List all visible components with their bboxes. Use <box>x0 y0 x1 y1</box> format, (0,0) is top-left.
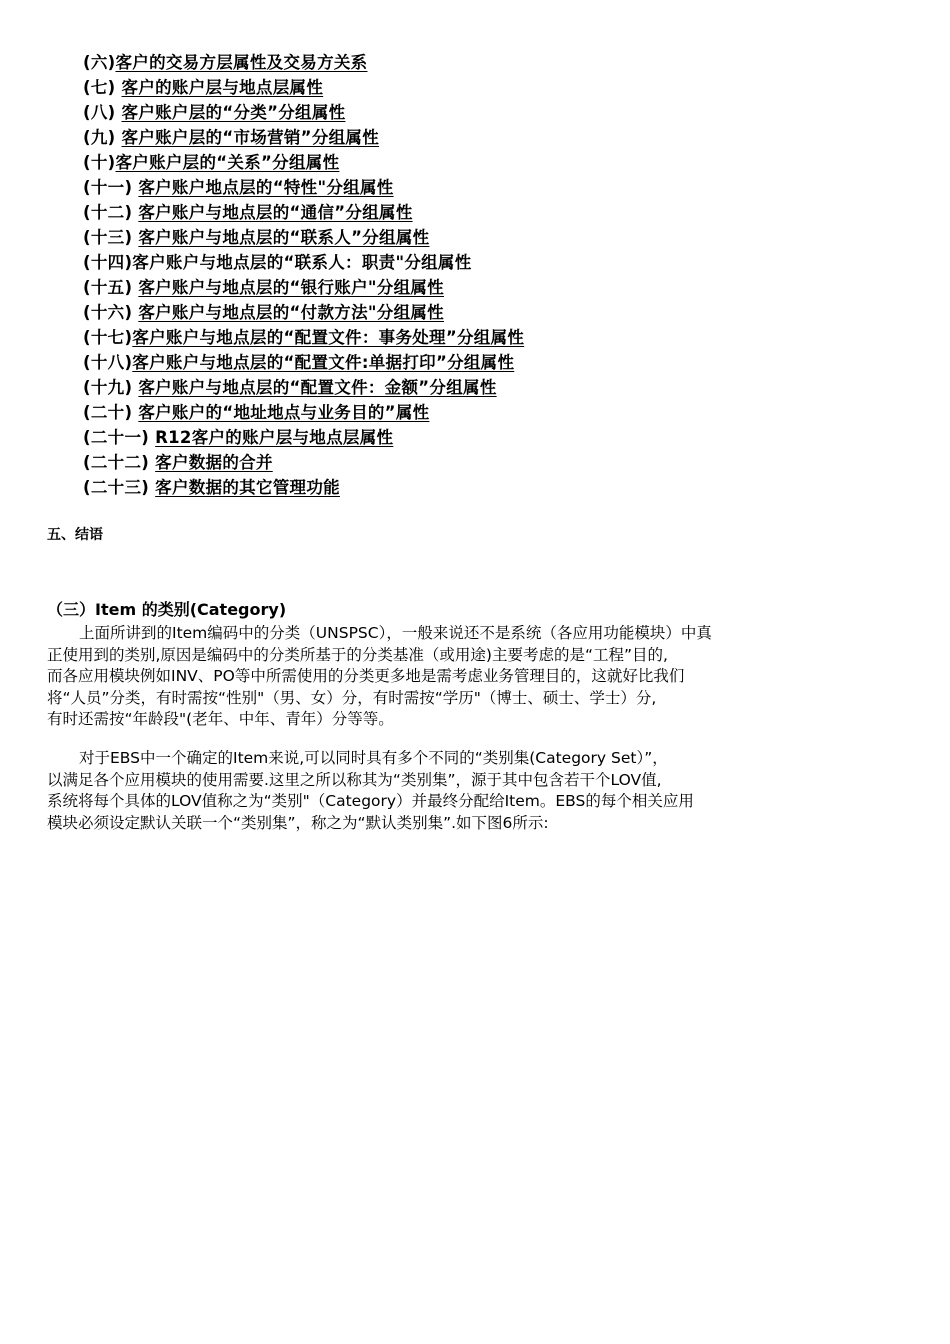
toc-item-title[interactable]: 客户账户与地点层的“配置文件:单据打印”分组属性 <box>132 353 515 372</box>
toc-item-title[interactable]: R12客户的账户层与地点层属性 <box>155 428 394 447</box>
paragraph-line: 正使用到的类别,原因是编码中的分类所基于的分类基准（或用途)主要考虑的是“工程”目的, <box>47 645 668 664</box>
section-heading: （三）Item 的类别(Category) <box>47 600 287 619</box>
toc-item-title[interactable]: 客户账户与地点层的“银行账户"分组属性 <box>138 278 444 297</box>
toc-item-number: (十九) <box>83 378 139 397</box>
toc-item[interactable] <box>83 425 903 450</box>
paragraph-line: 模块必须设定默认关联一个“类别集”，称之为“默认类别集”.如下图6所示: <box>47 813 549 832</box>
toc-item-number: (十一) <box>83 178 139 197</box>
paragraph-line: 有时还需按“年龄段"(老年、中年、青年）分等等。 <box>47 710 394 729</box>
toc-item-number: (十三) <box>83 228 139 247</box>
toc-item-number: (二十) <box>83 403 139 422</box>
toc-item-title: 客户账户与地点层的“联系人：职责"分组属性 <box>132 253 472 272</box>
toc-item[interactable] <box>83 150 903 175</box>
paragraph-line: 以满足各个应用模块的使用需要.这里之所以称其为“类别集”，源于其中包含若干个LOV值, <box>47 770 662 789</box>
toc-item-title[interactable]: 客户数据的合并 <box>155 453 273 472</box>
toc-item-title[interactable]: 客户账户与地点层的“联系人”分组属性 <box>138 228 430 247</box>
paragraph-line: 上面所讲到的Item编码中的分类（UNSPSC），一般来说还不是系统（各应用功能模块）中真 <box>79 624 712 642</box>
toc-item-number: (十) <box>83 153 116 172</box>
toc-item-number: (十五) <box>83 278 139 297</box>
toc-item-number: (二十二) <box>83 453 156 472</box>
toc-item-title[interactable]: 客户的账户层与地点层属性 <box>121 78 324 97</box>
toc-item[interactable] <box>83 450 903 475</box>
table-of-contents <box>83 50 903 500</box>
toc-item[interactable] <box>83 225 903 250</box>
paragraph-1 <box>47 623 907 731</box>
conclusion-heading: 五、结语 <box>47 527 103 543</box>
toc-item[interactable] <box>83 350 903 375</box>
toc-item-number: (十二) <box>83 203 139 222</box>
toc-item-number: (十七) <box>83 328 133 347</box>
toc-item-title[interactable]: 客户账户与地点层的“通信”分组属性 <box>138 203 413 222</box>
toc-item[interactable] <box>83 275 903 300</box>
toc-item-number: (六) <box>83 53 116 72</box>
toc-item[interactable] <box>83 300 903 325</box>
toc-item[interactable] <box>83 125 903 150</box>
toc-item-title[interactable]: 客户账户地点层的“特性"分组属性 <box>138 178 394 197</box>
toc-item-number: (九) <box>83 128 122 147</box>
toc-item[interactable] <box>83 200 903 225</box>
toc-item-title[interactable]: 客户账户与地点层的“配置文件：事务处理”分组属性 <box>132 328 525 347</box>
toc-item[interactable] <box>83 375 903 400</box>
toc-item-number: (八) <box>83 103 122 122</box>
toc-item[interactable] <box>83 400 903 425</box>
toc-item[interactable] <box>83 100 903 125</box>
toc-item-title[interactable]: 客户账户层的“关系”分组属性 <box>115 153 340 172</box>
toc-item-title[interactable]: 客户账户的“地址地点与业务目的”属性 <box>138 403 430 422</box>
toc-item[interactable] <box>83 325 903 350</box>
toc-item-title[interactable]: 客户账户与地点层的“付款方法"分组属性 <box>138 303 444 322</box>
toc-item[interactable] <box>83 475 903 500</box>
paragraph-line: 而各应用模块例如INV、PO等中所需使用的分类更多地是需考虑业务管理目的，这就好比我们 <box>47 667 685 686</box>
toc-item-title[interactable]: 客户的交易方层属性及交易方关系 <box>115 53 368 72</box>
toc-item <box>83 250 903 275</box>
toc-item-number: (十六) <box>83 303 139 322</box>
paragraph-line: 系统将每个具体的LOV值称之为“类别"（Category）并最终分配给Item。EBS的每个相关应用 <box>47 792 694 811</box>
toc-item-title[interactable]: 客户账户层的“市场营销”分组属性 <box>121 128 380 147</box>
toc-item[interactable] <box>83 75 903 100</box>
paragraph-line: 将“人员”分类，有时需按“性别"（男、女）分，有时需按“学历"（博士、硕士、学士）分, <box>47 688 657 707</box>
paragraph-line: 对于EBS中一个确定的Item来说,可以同时具有多个不同的“类别集(Category Set）”， <box>79 749 668 767</box>
paragraph-2 <box>47 748 907 834</box>
toc-item-title[interactable]: 客户账户与地点层的“配置文件：金额”分组属性 <box>138 378 497 397</box>
toc-item-number: (七) <box>83 78 122 97</box>
toc-item-number: (十八) <box>83 353 133 372</box>
toc-item-title[interactable]: 客户账户层的“分类”分组属性 <box>121 103 346 122</box>
toc-item-number: (二十三) <box>83 478 156 497</box>
toc-item-number: (十四) <box>83 253 133 272</box>
toc-item-number: (二十一) <box>83 428 156 447</box>
toc-item[interactable] <box>83 175 903 200</box>
toc-item-title[interactable]: 客户数据的其它管理功能 <box>155 478 340 497</box>
toc-item[interactable] <box>83 50 903 75</box>
